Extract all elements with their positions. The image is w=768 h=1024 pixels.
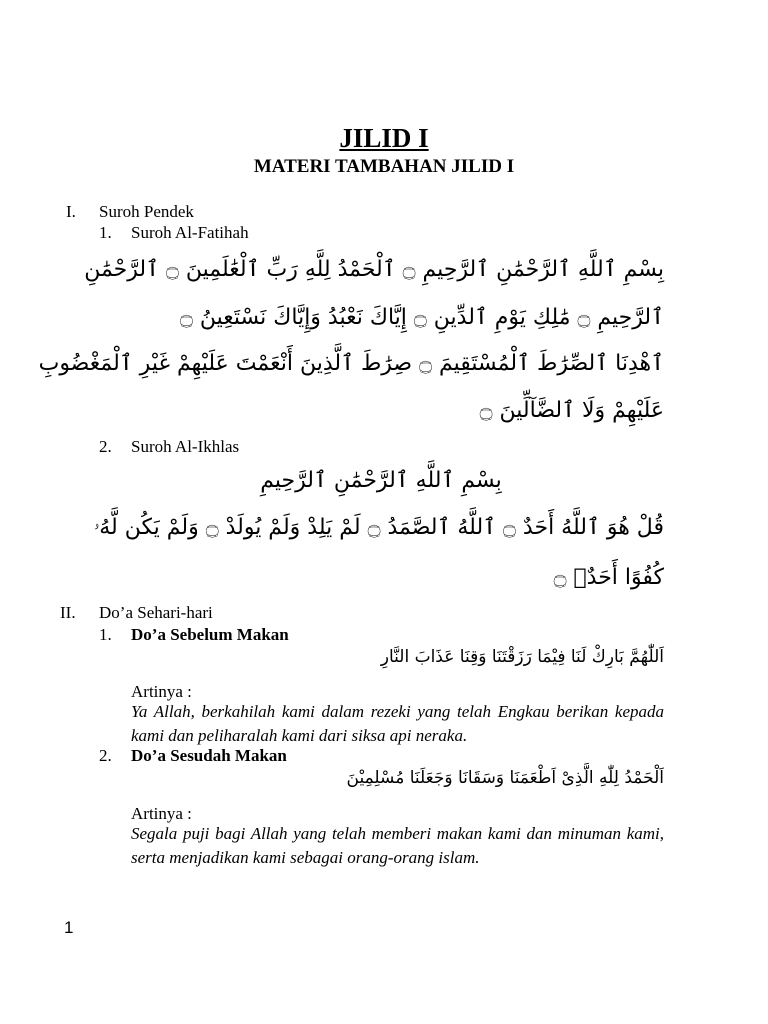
- section-2-number: II.: [60, 603, 76, 622]
- surah-fatihah-number: 1.: [99, 223, 112, 242]
- doa-2-title: Do’a Sesudah Makan: [131, 746, 287, 765]
- fatihah-verse-line-1: بِسْمِ ٱللَّهِ ٱلرَّحْمَٰنِ ٱلرَّحِيمِ ۝ ٱلْحَمْدُ لِلَّهِ رَبِّ ٱلْعَٰلَمِينَ ۝ ٱلرَّحْمَٰنِ: [84, 257, 664, 282]
- doa-2-arabic: اَلْحَمْدُ لِلّٰهِ الَّذِىْ اَطْعَمَنَا وَسَقَانَا وَجَعَلَنَا مُسْلِمِيْنَ: [346, 768, 664, 788]
- section-2-title: Do’a Sehari-hari: [99, 603, 213, 622]
- ikhlas-basmala: بِسْمِ ٱللَّهِ ٱلرَّحْمَٰنِ ٱلرَّحِيمِ: [260, 468, 502, 493]
- doa-1-number: 1.: [99, 625, 112, 644]
- doa-1-meaning: Ya Allah, berkahilah kami dalam rezeki yang telah Engkau berikan kepada kami dan peliharalah kami dari siksa api neraka.: [131, 702, 664, 745]
- fatihah-verse-line-4: عَلَيْهِمْ وَلَا ٱلضَّآلِّينَ ۝: [479, 398, 664, 423]
- doa-1-arabic: اَللّٰهُمَّ بَارِكْ لَنَا فِيْمَا رَزَقْتَنَا وَقِنَا عَذَابَ النَّارِ: [380, 647, 664, 667]
- doa-1-title: Do’a Sebelum Makan: [131, 625, 289, 644]
- page-title: JILID I: [339, 123, 429, 153]
- section-1-title: Suroh Pendek: [99, 202, 194, 221]
- fatihah-verse-line-3: ٱهْدِنَا ٱلصِّرَٰطَ ٱلْمُسْتَقِيمَ ۝ صِرَٰطَ ٱلَّذِينَ أَنْعَمْتَ عَلَيْهِمْ غَيْرِ ٱلْمَغْضُوبِ: [38, 351, 664, 376]
- doa-2-meaning: Segala puji bagi Allah yang telah memberi makan kami dan minuman kami, serta menjadikan kami sebagai orang-orang islam.: [131, 824, 664, 867]
- surah-ikhlas-title: Suroh Al-Ikhlas: [131, 437, 240, 456]
- ikhlas-verse-line-1: قُلْ هُوَ ٱللَّهُ أَحَدٌ ۝ ٱللَّهُ ٱلصَّمَدُ ۝ لَمْ يَلِدْ وَلَمْ يُولَدْ ۝ وَلَمْ يَكُن لَّهُۥ: [93, 515, 664, 540]
- doa-1-meaning-label: Artinya :: [131, 682, 192, 701]
- doa-2-number: 2.: [99, 746, 112, 765]
- section-1-number: I.: [66, 202, 76, 221]
- page-number: 1: [64, 918, 74, 937]
- fatihah-verse-line-2: ٱلرَّحِيمِ ۝ مَٰلِكِ يَوْمِ ٱلدِّينِ ۝ إِيَّاكَ نَعْبُدُ وَإِيَّاكَ نَسْتَعِينُ ۝: [179, 305, 664, 330]
- doa-2-meaning-label: Artinya :: [131, 804, 192, 823]
- surah-ikhlas-number: 2.: [99, 437, 112, 456]
- surah-fatihah-title: Suroh Al-Fatihah: [131, 223, 249, 242]
- ikhlas-verse-line-2: كُفُوًا أَحَدٌۢ ۝: [553, 565, 664, 590]
- page-subtitle: MATERI TAMBAHAN JILID I: [253, 156, 515, 177]
